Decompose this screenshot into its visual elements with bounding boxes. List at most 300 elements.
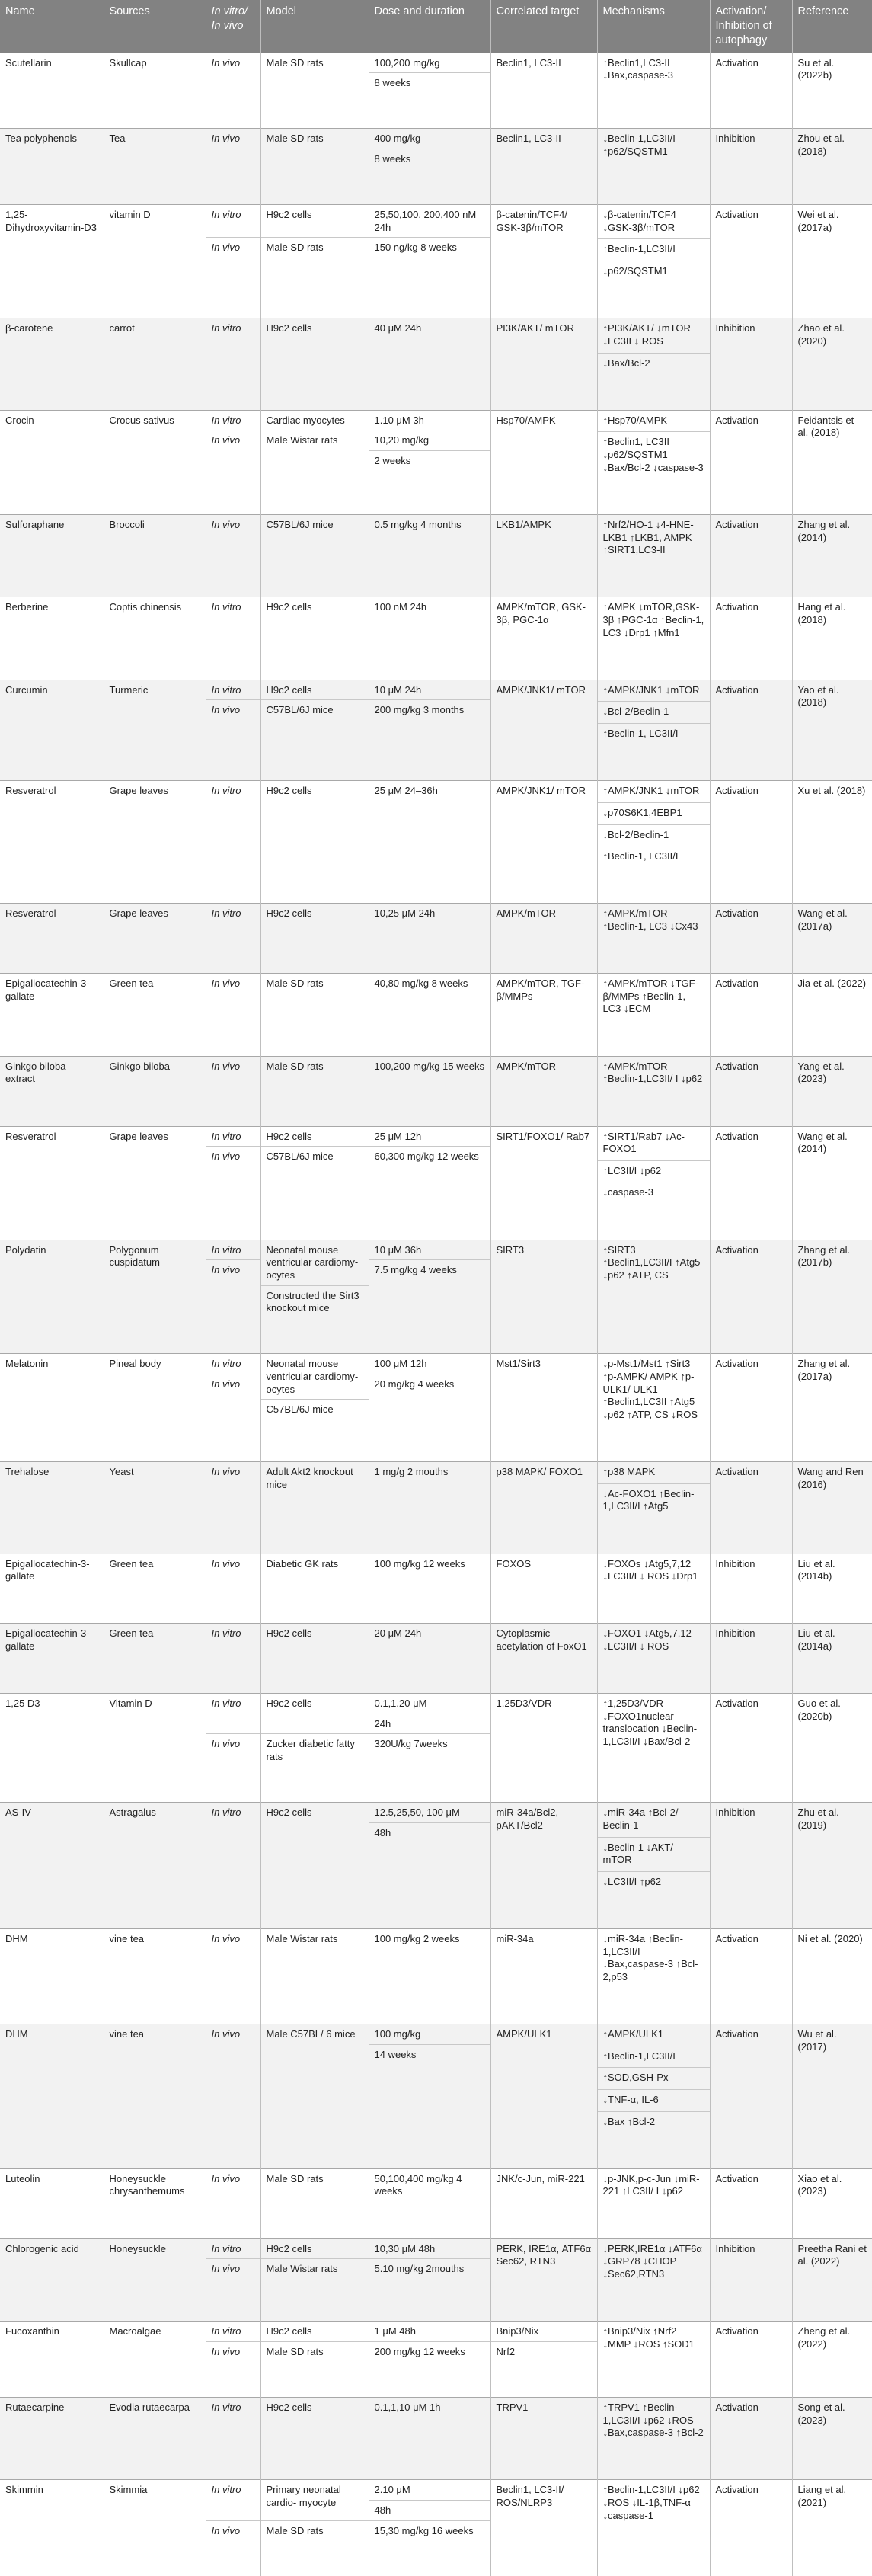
- autophagy-effect-text: Activation: [715, 907, 759, 920]
- reference: [792, 1554, 872, 1624]
- study-type: [206, 2398, 260, 2480]
- study-type-value: In vitro: [211, 683, 241, 696]
- model-value: Male SD rats: [266, 978, 324, 990]
- correlated-target: [490, 597, 597, 680]
- correlated-target: [490, 1554, 597, 1624]
- dose-duration-value: 20 mg/kg 4 weeks: [369, 1374, 490, 1394]
- correlated-target-value: miR-34a/Bcl2, pAKT/Bcl2: [496, 1806, 559, 1831]
- study-type-value: In vitro: [211, 414, 241, 426]
- study-type-value: In vivo: [211, 2028, 241, 2040]
- source-text: Macroalgae: [109, 2325, 161, 2338]
- reference-text: Zhu et al. (2019): [797, 1806, 839, 1831]
- compound-name: [0, 514, 104, 597]
- compound-name: [0, 1240, 104, 1354]
- model: [260, 2168, 369, 2238]
- compound-name: [0, 680, 104, 780]
- reference-text: Wang et al. (2017a): [797, 907, 848, 932]
- compound-name: [0, 1803, 104, 1929]
- study-type-value: In vitro: [211, 1806, 241, 1819]
- autophagy-effect-text: Activation: [715, 209, 759, 221]
- correlated-target-value: AMPK/JNK1/ mTOR: [496, 785, 586, 797]
- correlated-target-value: Beclin1, LC3-II: [496, 133, 561, 145]
- study-type-value: In vivo: [206, 699, 260, 720]
- source-text: Honeysuckle chrysanthemums: [109, 2172, 185, 2197]
- compound-name-text: Epigallocatechin-3- gallate: [5, 1557, 90, 1582]
- dose-duration-value: 1 μM 48h: [374, 2325, 416, 2338]
- dose-duration-value: 0.5 mg/kg 4 months: [374, 518, 462, 530]
- compound-name: [0, 1554, 104, 1624]
- correlated-target: [490, 974, 597, 1056]
- dose-duration: [369, 1462, 490, 1554]
- header-reference: Reference: [792, 0, 872, 53]
- correlated-target-value: FOXOS: [496, 1557, 532, 1570]
- mechanism-value: ↑Beclin-1,LC3II/I: [598, 2046, 710, 2068]
- correlated-target-value: Nrf2: [491, 2341, 597, 2362]
- study-type-value: In vitro: [211, 2242, 241, 2254]
- source: [104, 1240, 206, 1354]
- autophagy-effect-text: Activation: [715, 1466, 759, 1478]
- study-type-value: In vitro: [211, 1627, 241, 1640]
- mechanism-value: ↓Bax ↑Bcl-2: [598, 2111, 710, 2133]
- autophagy-effect: [710, 1240, 792, 1354]
- study-type: [206, 410, 260, 514]
- autophagy-effect: [710, 1554, 792, 1624]
- mechanism-value: ↑Beclin-1, LC3II/I: [598, 723, 710, 745]
- study-type-value: In vivo: [211, 1557, 241, 1570]
- mechanism-value: ↓Bax/Bcl-2: [598, 353, 710, 375]
- table-row: [0, 1240, 872, 1354]
- dose-duration: [369, 205, 490, 318]
- model: [260, 410, 369, 514]
- compound-name: [0, 1462, 104, 1554]
- dose-duration-value: 8 weeks: [369, 72, 490, 93]
- source: [104, 1624, 206, 1694]
- source: [104, 2168, 206, 2238]
- study-type: [206, 1462, 260, 1554]
- table-row: [0, 1354, 872, 1462]
- dose-duration: [369, 1056, 490, 1126]
- autophagy-effect: [710, 129, 792, 205]
- table-row: [0, 1554, 872, 1624]
- dose-duration: [369, 1554, 490, 1624]
- header-correlated-target: Correlated target: [490, 0, 597, 53]
- dose-duration-value: 2 weeks: [369, 450, 490, 471]
- autophagy-effect-text: Activation: [715, 601, 759, 613]
- model-value: H9c2 cells: [266, 1130, 312, 1142]
- source: [104, 514, 206, 597]
- compound-name-text: Resveratrol: [5, 785, 56, 797]
- study-type: [206, 1056, 260, 1126]
- mechanisms: [597, 2398, 710, 2480]
- correlated-target-value: TRPV1: [496, 2402, 529, 2413]
- model: [260, 1056, 369, 1126]
- study-type: [206, 2322, 260, 2398]
- mechanism-value: ↑SIRT3 ↑Beclin1,LC3II/I ↑Atg5 ↓p62 ↑ATP, CS: [602, 1243, 701, 1281]
- autophagy-effect: [710, 1803, 792, 1929]
- dose-duration-value: 8 weeks: [369, 149, 490, 169]
- study-type: [206, 1803, 260, 1929]
- compound-name: [0, 1694, 104, 1803]
- dose-duration-value: 100,200 mg/kg: [374, 56, 440, 69]
- study-type-value: In vivo: [206, 1146, 260, 1166]
- reference: [792, 1462, 872, 1554]
- mechanism-value: ↓Beclin-1 ↓AKT/ mTOR: [598, 1837, 710, 1871]
- source: [104, 1354, 206, 1462]
- reference: [792, 904, 872, 974]
- compound-name-text: Fucoxanthin: [5, 2325, 59, 2338]
- study-type: [206, 1554, 260, 1624]
- correlated-target: [490, 205, 597, 318]
- correlated-target: [490, 1803, 597, 1929]
- header-model: Model: [260, 0, 369, 53]
- reference: [792, 2238, 872, 2321]
- autophagy-effect: [710, 2480, 792, 2576]
- compound-name-text: Chlorogenic acid: [5, 2242, 79, 2254]
- mechanism-value: ↓TNF-α, IL-6: [598, 2089, 710, 2111]
- model-value: Male SD rats: [261, 2341, 369, 2362]
- reference: [792, 1803, 872, 1929]
- correlated-target-value: SIRT3: [496, 1243, 525, 1256]
- source: [104, 2480, 206, 2576]
- study-type-value: In vitro: [211, 1130, 241, 1142]
- model: [260, 205, 369, 318]
- table-row: [0, 2238, 872, 2321]
- correlated-target: [490, 1462, 597, 1554]
- model: [260, 2238, 369, 2321]
- reference: [792, 1126, 872, 1240]
- source-text: Pineal body: [109, 1358, 161, 1370]
- correlated-target-value: miR-34a: [496, 1933, 534, 1945]
- source: [104, 129, 206, 205]
- study-type: [206, 1694, 260, 1803]
- mechanisms: [597, 1056, 710, 1126]
- header-mechanisms: Mechanisms: [597, 0, 710, 53]
- model: [260, 53, 369, 129]
- source: [104, 904, 206, 974]
- model-value: Adult Akt2 knockout mice: [266, 1466, 353, 1490]
- source-text: Honeysuckle: [109, 2242, 166, 2254]
- compound-name-text: AS-IV: [5, 1806, 31, 1819]
- compound-name: [0, 410, 104, 514]
- reference: [792, 2168, 872, 2238]
- correlated-target-value: AMPK/JNK1/ mTOR: [496, 683, 586, 696]
- mechanism-value: ↓p62/SQSTM1: [598, 261, 710, 283]
- reference: [792, 205, 872, 318]
- compound-name: [0, 2024, 104, 2169]
- model: [260, 904, 369, 974]
- reference: [792, 1354, 872, 1462]
- study-type: [206, 2168, 260, 2238]
- mechanism-value: ↑SIRT1/Rab7 ↓Ac-FOXO1: [602, 1130, 685, 1155]
- source: [104, 2398, 206, 2480]
- correlated-target: [490, 2398, 597, 2480]
- table-row: [0, 974, 872, 1056]
- source: [104, 781, 206, 904]
- source-text: Skimmia: [109, 2484, 148, 2496]
- dose-duration: [369, 53, 490, 129]
- dose-duration-value: 24h: [369, 1714, 490, 1734]
- study-type: [206, 597, 260, 680]
- source: [104, 410, 206, 514]
- compound-name-text: Rutaecarpine: [5, 2402, 65, 2413]
- table-row: [0, 1929, 872, 2024]
- reference: [792, 514, 872, 597]
- study-type: [206, 514, 260, 597]
- model: [260, 1554, 369, 1624]
- autophagy-effect: [710, 1624, 792, 1694]
- correlated-target: [490, 514, 597, 597]
- dose-duration-value: 25,50,100, 200,400 nM 24h: [374, 209, 477, 233]
- source-text: carrot: [109, 322, 135, 334]
- mechanisms: [597, 2322, 710, 2398]
- model: [260, 597, 369, 680]
- model-value: H9c2 cells: [266, 785, 312, 797]
- compound-name: [0, 2398, 104, 2480]
- correlated-target-value: SIRT1/FOXO1/ Rab7: [496, 1130, 590, 1142]
- mechanism-value: ↑LC3II/I ↓p62: [598, 1160, 710, 1182]
- source: [104, 1554, 206, 1624]
- study-type: [206, 680, 260, 780]
- correlated-target: [490, 1240, 597, 1354]
- dose-duration-value: 100 mg/kg: [374, 2028, 421, 2040]
- compound-name-text: 1,25 D3: [5, 1698, 40, 1710]
- dose-duration-value: 5.10 mg/kg 2mouths: [369, 2258, 490, 2279]
- compound-name-text: Crocin: [5, 414, 34, 426]
- compound-name: [0, 781, 104, 904]
- compound-name-text: Tea polyphenols: [5, 133, 77, 145]
- source-text: vine tea: [109, 1933, 145, 1945]
- source-text: Astragalus: [109, 1806, 156, 1819]
- table-row: [0, 1462, 872, 1554]
- table-row: [0, 904, 872, 974]
- table-row: [0, 410, 872, 514]
- model-value: H9c2 cells: [266, 683, 312, 696]
- mechanisms: [597, 597, 710, 680]
- compound-name: [0, 205, 104, 318]
- source-text: Crocus sativus: [109, 414, 174, 426]
- mechanism-value: ↑1,25D3/VDR ↓FOXO1nuclear translocation ↓Beclin-1,LC3II/I ↓Bax/Bcl-2: [602, 1698, 698, 1748]
- dose-duration-value: 100,200 mg/kg 15 weeks: [374, 1060, 485, 1072]
- model-value: Diabetic GK rats: [266, 1557, 339, 1570]
- reference: [792, 2322, 872, 2398]
- study-type-value: In vivo: [206, 1733, 260, 1754]
- mechanisms: [597, 974, 710, 1056]
- table-row: [0, 2168, 872, 2238]
- autophagy-effect-text: Activation: [715, 1698, 759, 1710]
- source-text: Polygonum cuspidatum: [109, 1243, 160, 1269]
- mechanisms: [597, 129, 710, 205]
- source: [104, 974, 206, 1056]
- model: [260, 680, 369, 780]
- compound-name: [0, 2168, 104, 2238]
- dose-duration-value: 15,30 mg/kg 16 weeks: [369, 2520, 490, 2541]
- mechanisms: [597, 1929, 710, 2024]
- dose-duration-value: 12.5,25,50, 100 μM: [374, 1806, 460, 1819]
- mechanism-value: ↑SOD,GSH-Px: [598, 2067, 710, 2089]
- table-row: [0, 205, 872, 318]
- compound-name-text: 1,25-Dihydroxyvitamin-D3: [5, 209, 97, 233]
- autophagy-effect: [710, 974, 792, 1056]
- reference-text: Xiao et al. (2023): [797, 2172, 842, 2197]
- model-value: H9c2 cells: [266, 322, 312, 334]
- dose-duration: [369, 2480, 490, 2576]
- dose-duration-value: 40,80 mg/kg 8 weeks: [374, 978, 468, 990]
- model-value: Primary neonatal cardio- myocyte: [266, 2484, 341, 2509]
- autophagy-effect: [710, 2024, 792, 2169]
- table-row: [0, 1694, 872, 1803]
- autophagy-effect-text: Inhibition: [715, 2242, 755, 2254]
- study-type-value: In vitro: [211, 1243, 241, 1256]
- study-type-value: In vitro: [211, 209, 241, 221]
- reference-text: Jia et al. (2022): [797, 978, 867, 990]
- reference-text: Zhou et al. (2018): [797, 133, 845, 157]
- table-row: [0, 680, 872, 780]
- mechanisms: [597, 680, 710, 780]
- dose-duration-value: 60,300 mg/kg 12 weeks: [369, 1146, 490, 1166]
- mechanisms: [597, 410, 710, 514]
- study-type: [206, 1126, 260, 1240]
- header-sources: Sources: [104, 0, 206, 53]
- mechanism-value: ↓p-Mst1/Mst1 ↑Sirt3 ↑p-AMPK/ AMPK ↑p-ULK1/ ULK1 ↑Beclin1,LC3II ↑Atg5 ↓p62 ↑ATP, CS ↓ROS: [602, 1358, 698, 1420]
- study-type: [206, 53, 260, 129]
- model: [260, 1929, 369, 2024]
- study-type-value: In vivo: [211, 2172, 241, 2184]
- dose-duration-value: 0.1,1.20 μM: [374, 1698, 427, 1710]
- header-invitro-invivo: In vitro/ In vivo: [206, 0, 260, 53]
- source-text: vine tea: [109, 2028, 145, 2040]
- reference-text: Zhao et al. (2020): [797, 322, 845, 347]
- study-type: [206, 2238, 260, 2321]
- mechanism-value: ↓Ac-FOXO1 ↑Beclin-1,LC3II/I ↑Atg5: [598, 1483, 710, 1518]
- compound-name-text: Scutellarin: [5, 56, 52, 69]
- compound-name: [0, 1624, 104, 1694]
- study-type-value: In vitro: [211, 1698, 241, 1710]
- model-value: H9c2 cells: [266, 1627, 312, 1640]
- mechanism-value: ↑AMPK ↓mTOR,GSK-3β ↑PGC-1α ↑Beclin-1, LC3 ↓Drp1 ↑Mfn1: [602, 601, 704, 638]
- dose-duration-value: 100 mg/kg 2 weeks: [374, 1933, 460, 1945]
- compound-name: [0, 2480, 104, 2576]
- model-value: H9c2 cells: [266, 907, 312, 920]
- dose-duration: [369, 904, 490, 974]
- autophagy-effect: [710, 904, 792, 974]
- compound-name-text: Epigallocatechin-3- gallate: [5, 1627, 90, 1652]
- dose-duration-value: 10 μM 24h: [374, 683, 422, 696]
- reference-text: Liu et al. (2014a): [797, 1627, 835, 1652]
- study-type-value: In vitro: [211, 907, 241, 920]
- autophagy-effect: [710, 1056, 792, 1126]
- source-text: Vitamin D: [109, 1698, 152, 1710]
- autophagy-effect-text: Inhibition: [715, 133, 755, 145]
- header-row: [0, 0, 872, 53]
- table-row: [0, 2480, 872, 2576]
- model-value: C57BL/6J mice: [261, 1399, 369, 1419]
- model-value: Male Wistar rats: [266, 1933, 338, 1945]
- source-text: Tea: [109, 133, 126, 145]
- reference: [792, 2398, 872, 2480]
- model-value: H9c2 cells: [266, 2325, 312, 2338]
- dose-duration: [369, 2238, 490, 2321]
- autophagy-effect-text: Activation: [715, 1933, 759, 1945]
- mechanism-value: ↓Bcl-2/Beclin-1: [598, 701, 710, 723]
- mechanisms: [597, 1694, 710, 1803]
- source-text: Turmeric: [109, 683, 149, 696]
- mechanism-value: ↓p-JNK,p-c-Jun ↓miR-221 ↑LC3II/ I ↓p62: [602, 2172, 700, 2197]
- source: [104, 2322, 206, 2398]
- dose-duration-value: 14 weeks: [369, 2044, 490, 2065]
- mechanism-value: ↑AMPK/JNK1 ↓mTOR: [602, 785, 700, 797]
- correlated-target: [490, 1056, 597, 1126]
- mechanism-value: ↓FOXO1 ↓Atg5,7,12 ↓LC3II/I ↓ ROS: [602, 1627, 692, 1652]
- study-type: [206, 904, 260, 974]
- model-value: Male C57BL/ 6 mice: [266, 2028, 356, 2040]
- compound-name: [0, 904, 104, 974]
- reference-text: Song et al. (2023): [797, 2402, 845, 2426]
- correlated-target: [490, 1929, 597, 2024]
- mechanism-value: ↓PERK,IRE1α ↓ATF6α ↓GRP78 ↓CHOP ↓Sec62,RTN3: [602, 2242, 702, 2280]
- reference: [792, 53, 872, 129]
- correlated-target: [490, 1126, 597, 1240]
- dose-duration-value: 150 ng/kg 8 weeks: [369, 237, 490, 258]
- correlated-target-value: PI3K/AKT/ mTOR: [496, 322, 574, 334]
- correlated-target: [490, 2238, 597, 2321]
- compound-name: [0, 318, 104, 410]
- reference-text: Zheng et al. (2022): [797, 2325, 851, 2350]
- study-type-value: In vivo: [206, 2258, 260, 2279]
- compound-name: [0, 2238, 104, 2321]
- dose-duration-value: 25 μM 24–36h: [374, 785, 438, 797]
- correlated-target: [490, 318, 597, 410]
- study-type: [206, 2480, 260, 2576]
- model-value: H9c2 cells: [266, 2242, 312, 2254]
- correlated-target-value: AMPK/ULK1: [496, 2028, 552, 2040]
- model: [260, 2398, 369, 2480]
- correlated-target-value: PERK, IRE1α, ATF6α Sec62, RTN3: [496, 2242, 592, 2267]
- reference: [792, 680, 872, 780]
- model-value: C57BL/6J mice: [266, 518, 334, 530]
- model-value: Male Wistar rats: [261, 2258, 369, 2279]
- reference: [792, 1929, 872, 2024]
- compound-name-text: Ginkgo biloba extract: [5, 1060, 66, 1085]
- autophagy-effect-text: Inhibition: [715, 1557, 755, 1570]
- dose-duration-value: 0.1,1,10 μM 1h: [374, 2402, 441, 2413]
- mechanisms: [597, 904, 710, 974]
- autophagy-effect-text: Activation: [715, 414, 759, 426]
- dose-duration-value: 10,20 mg/kg: [369, 430, 490, 450]
- study-type: [206, 318, 260, 410]
- table-row: [0, 597, 872, 680]
- compound-name: [0, 1126, 104, 1240]
- mechanisms: [597, 2480, 710, 2576]
- autophagy-effect-text: Activation: [715, 785, 759, 797]
- source-text: Coptis chinensis: [109, 601, 182, 613]
- reference-text: Zhang et al. (2017a): [797, 1358, 851, 1382]
- dose-duration: [369, 680, 490, 780]
- reference-text: Zhang et al. (2017b): [797, 1243, 851, 1269]
- model-value: Constructed the Sirt3 knockout mice: [261, 1285, 369, 1318]
- reference-text: Su et al. (2022b): [797, 56, 835, 82]
- correlated-target-value: AMPK/mTOR: [496, 907, 556, 920]
- reference-text: Yao et al. (2018): [797, 683, 839, 709]
- study-type-value: In vivo: [211, 1933, 241, 1945]
- reference: [792, 2024, 872, 2169]
- correlated-target-value: AMPK/mTOR, TGF-β/MMPs: [496, 978, 585, 1002]
- model-value: H9c2 cells: [266, 1698, 312, 1710]
- dose-duration: [369, 597, 490, 680]
- compound-name-text: β-carotene: [5, 322, 53, 334]
- table-body: [0, 53, 872, 2576]
- mechanism-value: ↑AMPK/mTOR ↑Beclin-1, LC3 ↓Cx43: [602, 907, 698, 932]
- compound-name: [0, 1929, 104, 2024]
